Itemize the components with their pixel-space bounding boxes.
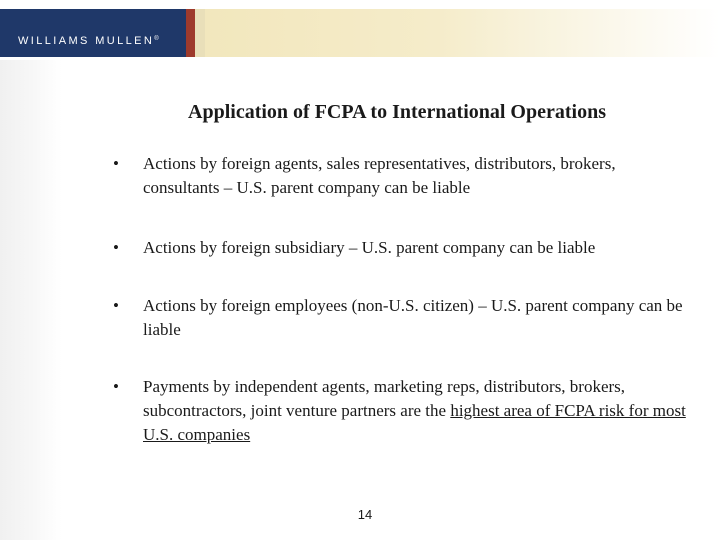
bullet-marker: •	[113, 154, 119, 173]
bullet-text: Actions by foreign subsidiary – U.S. parent company can be liable	[143, 238, 596, 257]
page-number: 14	[357, 507, 373, 522]
bullet-text: Actions by foreign agents, sales representatives, distributors, brokers, consultants – U.S. parent company can be liable	[143, 154, 616, 197]
bullet-marker: •	[113, 296, 119, 315]
bullet-marker: •	[113, 238, 119, 257]
company-logo	[0, 9, 186, 57]
bullet-marker: •	[113, 377, 119, 396]
slide-title: Application of FCPA to International Operations	[188, 101, 606, 123]
bullet-text	[143, 375, 688, 447]
bullet-text-plain: Payments by independent agents, marketing reps, distributors, brokers, subcontractors, joint venture partners are the	[143, 377, 626, 420]
left-gradient-panel	[0, 60, 62, 540]
header-cream-band	[205, 9, 720, 57]
header-accent-bar	[186, 9, 195, 57]
logo-wordmark: WILLIAMS MULLEN®	[18, 35, 159, 47]
bullet-text-emphasis: highest area of FCPA risk for most U.S. companies	[143, 401, 686, 444]
header-banner	[0, 0, 720, 74]
header-divider	[195, 9, 205, 57]
bullet-text: Actions by foreign employees (non-U.S. citizen) – U.S. parent company can be liable	[143, 296, 683, 339]
